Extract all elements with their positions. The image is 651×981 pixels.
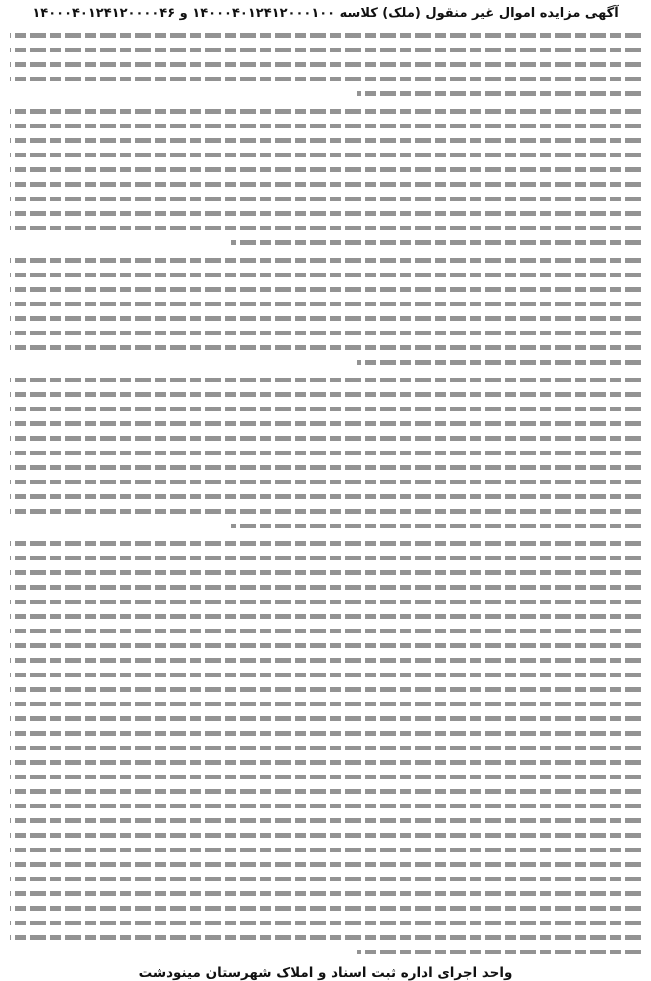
notice-paragraph (10, 373, 641, 534)
text-line (10, 416, 641, 431)
text-line (10, 872, 641, 887)
text-line (10, 235, 641, 250)
text-line (10, 901, 641, 916)
text-line (10, 72, 641, 87)
text-line (10, 253, 641, 268)
text-line (10, 609, 641, 624)
text-line (10, 489, 641, 504)
text-line (10, 162, 641, 177)
text-line (10, 519, 641, 534)
notice-paragraph (10, 253, 641, 370)
text-line (10, 726, 641, 741)
text-line (10, 886, 641, 901)
text-line (10, 930, 641, 945)
text-line (10, 565, 641, 580)
text-line (10, 104, 641, 119)
text-line (10, 460, 641, 475)
text-line (10, 551, 641, 566)
text-line (10, 770, 641, 785)
text-line (10, 282, 641, 297)
text-line (10, 28, 641, 43)
notice-paragraph (10, 28, 641, 101)
text-line (10, 580, 641, 595)
text-line (10, 536, 641, 551)
text-line (10, 711, 641, 726)
text-line (10, 755, 641, 770)
text-line (10, 857, 641, 872)
text-line (10, 355, 641, 370)
notice-paragraph (10, 536, 641, 959)
text-line (10, 133, 641, 148)
notice-paragraph (10, 104, 641, 250)
text-line (10, 177, 641, 192)
text-line (10, 697, 641, 712)
text-line (10, 57, 641, 72)
text-line (10, 638, 641, 653)
text-line (10, 446, 641, 461)
text-line (10, 402, 641, 417)
text-line (10, 148, 641, 163)
text-line (10, 86, 641, 101)
text-line (10, 741, 641, 756)
text-line (10, 813, 641, 828)
text-line (10, 784, 641, 799)
text-line (10, 653, 641, 668)
notice-footer-signature: واحد اجرای اداره ثبت اسناد و املاک شهرستان مینودشت (138, 965, 513, 981)
text-line (10, 668, 641, 683)
text-line (10, 43, 641, 58)
text-line (10, 387, 641, 402)
text-line (10, 799, 641, 814)
text-line (10, 595, 641, 610)
text-line (10, 221, 641, 236)
text-line (10, 373, 641, 388)
text-line (10, 624, 641, 639)
text-line (10, 206, 641, 221)
text-line (10, 843, 641, 858)
text-line (10, 311, 641, 326)
text-line (10, 431, 641, 446)
text-line (10, 192, 641, 207)
text-line (10, 297, 641, 312)
text-line (10, 119, 641, 134)
notice-title: آگهی مزایده اموال غیر منقول (ملک) کلاسه ۱۴۰۰۰۴۰۱۲۴۱۲۰۰۰۱۰۰ و ۱۴۰۰۰۴۰۱۲۴۱۲۰۰۰۰۴۶ (32, 6, 619, 21)
text-line (10, 268, 641, 283)
text-line (10, 682, 641, 697)
text-line (10, 340, 641, 355)
text-line (10, 945, 641, 960)
text-line (10, 504, 641, 519)
text-line (10, 828, 641, 843)
text-line (10, 326, 641, 341)
text-line (10, 475, 641, 490)
text-line (10, 916, 641, 931)
